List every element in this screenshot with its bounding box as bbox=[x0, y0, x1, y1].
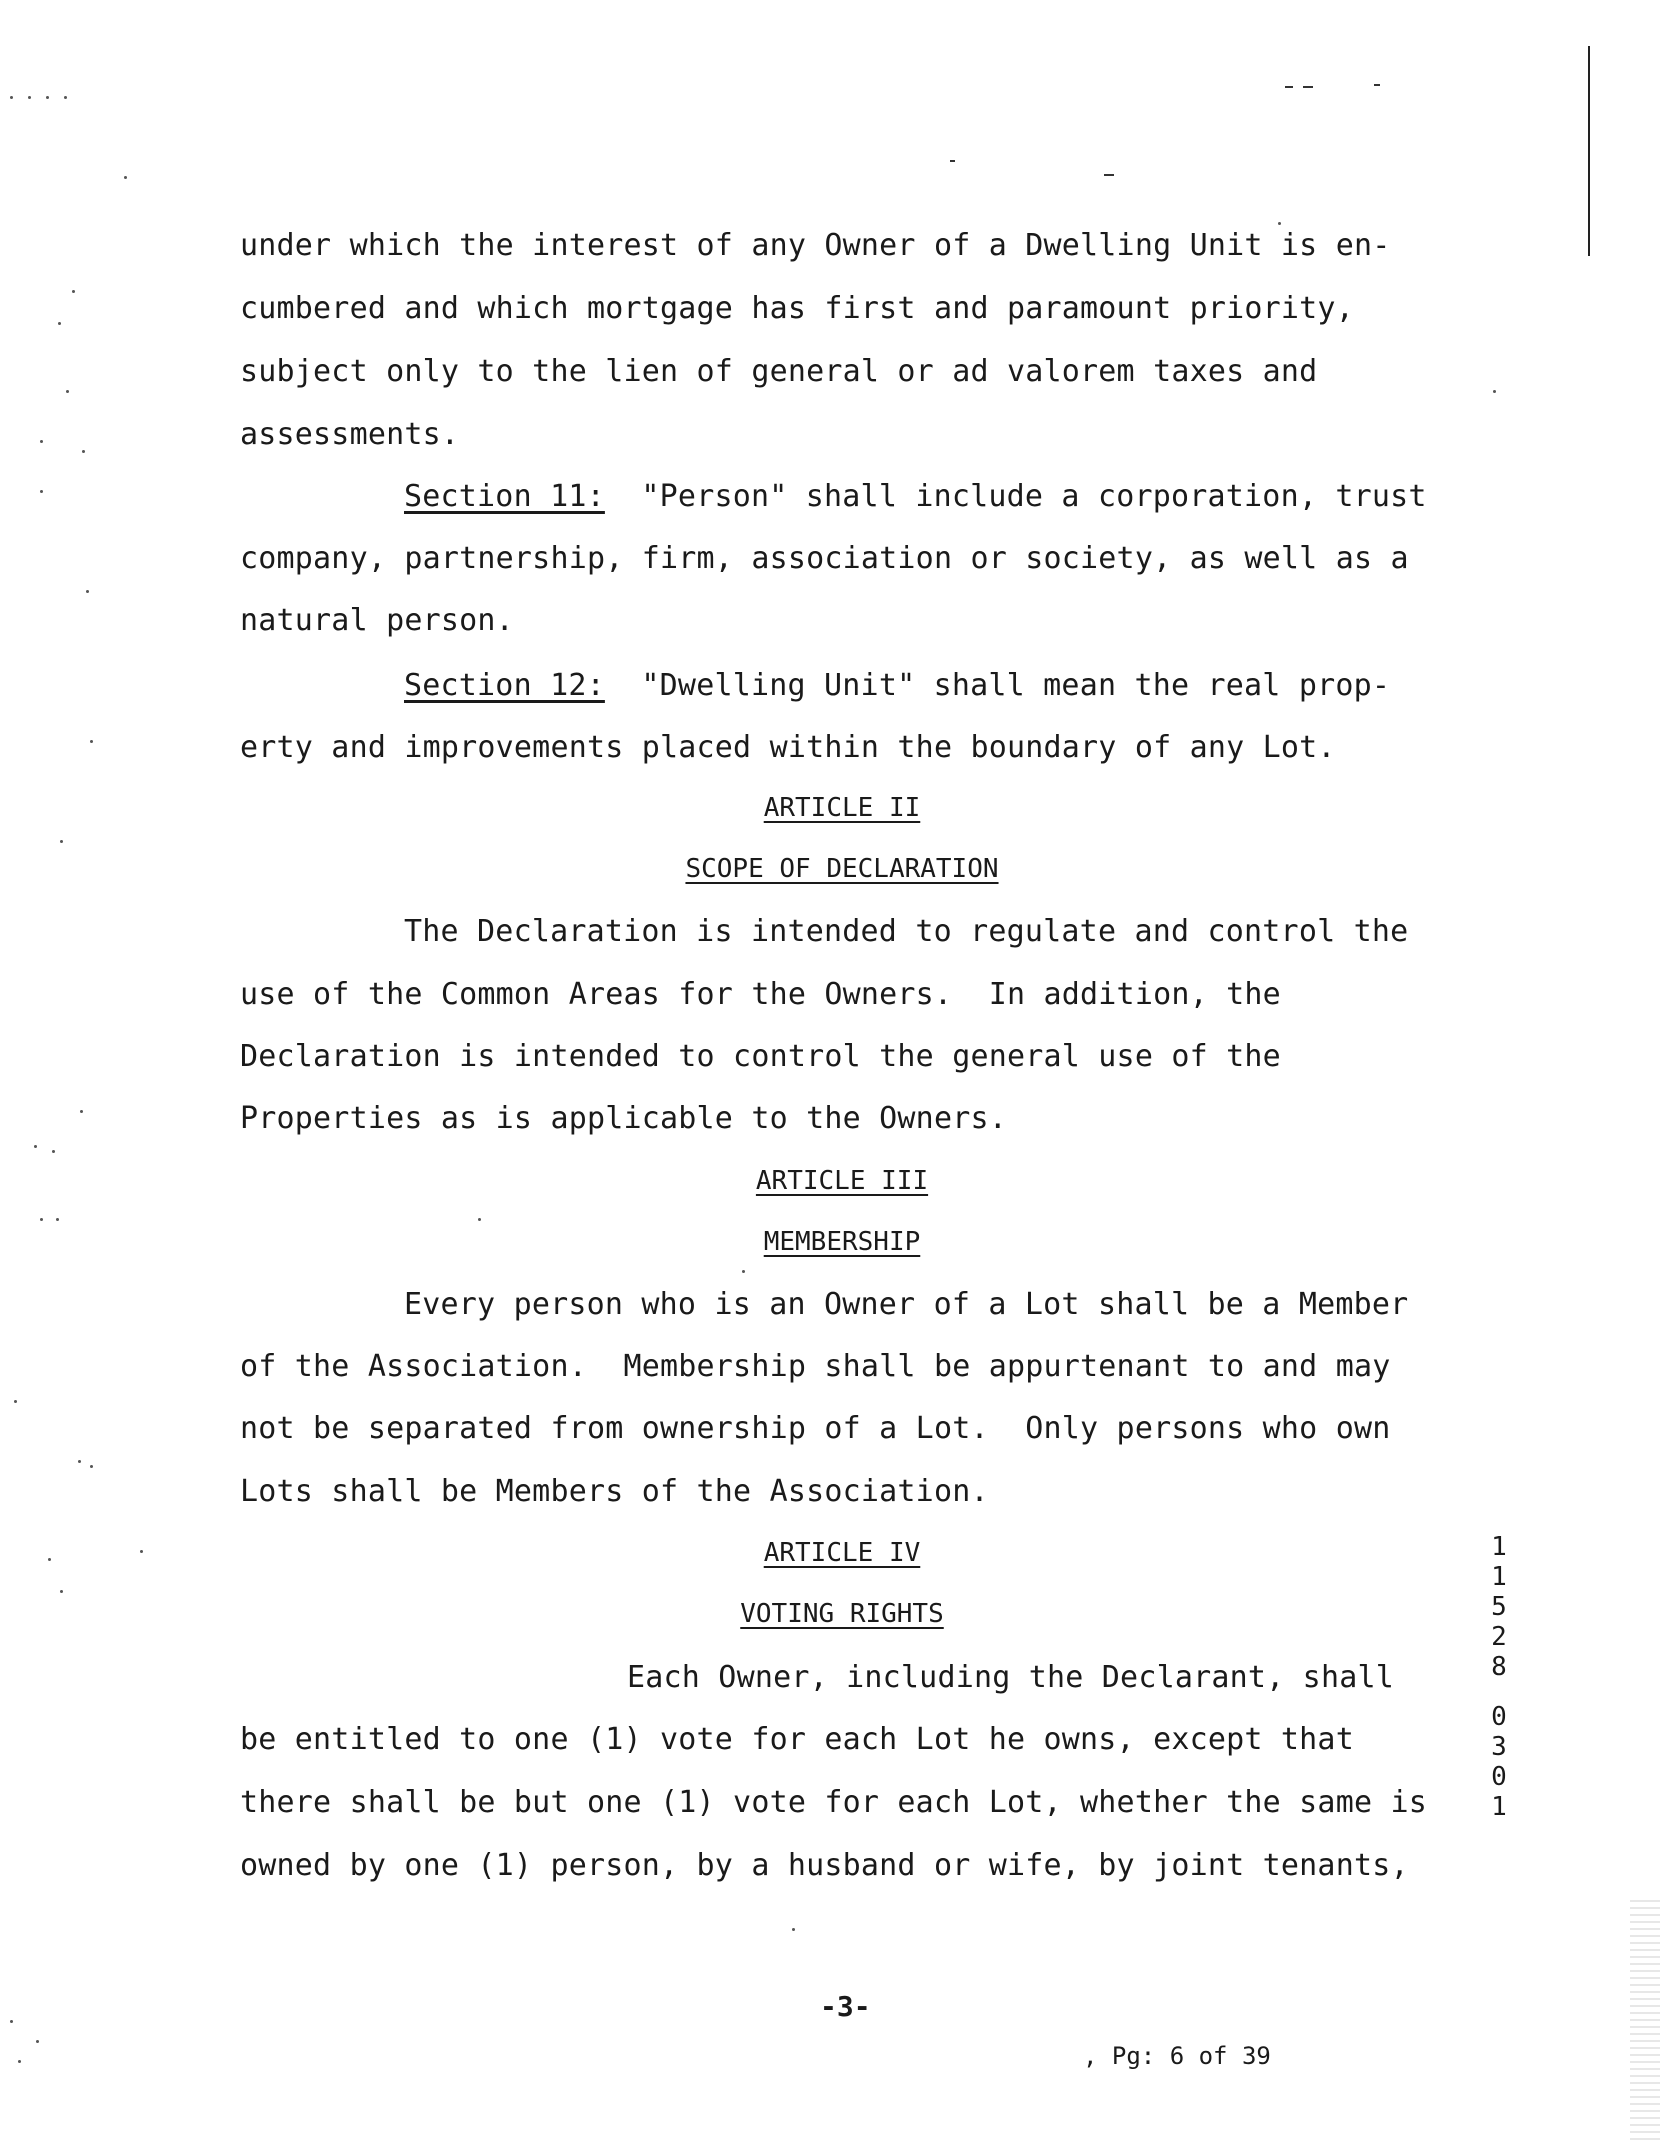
scan-speck bbox=[64, 96, 67, 99]
body-line: owned by one (1) person, by a husband or wife, by joint tenants, bbox=[240, 1848, 1409, 1883]
body-line: Declaration is intended to control the general use of the bbox=[240, 1039, 1281, 1074]
page-number: -3- bbox=[820, 1990, 871, 2023]
page-of-indicator: , Pg: 6 of 39 bbox=[1083, 2042, 1271, 2070]
article-iii-title: MEMBERSHIP bbox=[763, 1227, 921, 1257]
body-line: of the Association. Membership shall be appurtenant to and may bbox=[240, 1349, 1391, 1384]
body-line: Properties as is applicable to the Owners. bbox=[240, 1101, 1007, 1136]
article-ii-title: SCOPE OF DECLARATION bbox=[685, 854, 999, 884]
scan-speck bbox=[1493, 390, 1496, 393]
scan-speck bbox=[36, 2040, 39, 2043]
scan-speck bbox=[10, 96, 13, 99]
body-line: subject only to the lien of general or ad valorem taxes and bbox=[240, 354, 1318, 389]
article-iv-title: VOTING RIGHTS bbox=[740, 1599, 944, 1629]
scan-speck bbox=[950, 160, 955, 162]
article-ii-heading: ARTICLE II bbox=[763, 793, 921, 823]
scan-speck bbox=[40, 1218, 43, 1221]
section-12-line bbox=[404, 666, 1390, 706]
scan-speck bbox=[124, 176, 127, 179]
recording-number-top: 11528 bbox=[1491, 1532, 1507, 1682]
body-line: erty and improvements placed within the boundary of any Lot. bbox=[240, 730, 1336, 765]
body-line: Lots shall be Members of the Association. bbox=[240, 1474, 989, 1509]
body-line: cumbered and which mortgage has first and paramount priority, bbox=[240, 291, 1354, 326]
body-line: natural person. bbox=[240, 603, 514, 638]
section-11-text: "Person" shall include a corporation, trust bbox=[604, 479, 1427, 514]
scan-speck bbox=[14, 1400, 17, 1403]
scan-speck bbox=[18, 2060, 21, 2063]
scan-speck bbox=[72, 290, 75, 293]
scan-speck bbox=[52, 1150, 55, 1153]
scan-edge-noise bbox=[1630, 1900, 1660, 2140]
body-line: company, partnership, firm, association or society, as well as a bbox=[240, 541, 1409, 576]
section-11-line bbox=[404, 477, 1427, 517]
scan-speck bbox=[478, 1218, 481, 1221]
scan-speck bbox=[742, 1270, 745, 1273]
body-line: not be separated from ownership of a Lot. Only persons who own bbox=[240, 1411, 1391, 1446]
article-iii-heading: ARTICLE III bbox=[755, 1166, 929, 1196]
body-line: assessments. bbox=[240, 417, 460, 452]
body-line: The Declaration is intended to regulate and control the bbox=[404, 914, 1409, 949]
section-12-label: Section 12: bbox=[404, 668, 605, 703]
body-line: use of the Common Areas for the Owners. In addition, the bbox=[240, 977, 1281, 1012]
scan-speck bbox=[28, 96, 31, 99]
body-line: Each Owner, including the Declarant, shall bbox=[627, 1660, 1394, 1695]
scan-speck bbox=[1104, 174, 1114, 176]
scan-speck bbox=[66, 390, 69, 393]
scan-speck bbox=[60, 1590, 63, 1593]
scan-speck bbox=[80, 1110, 83, 1113]
scan-speck bbox=[40, 440, 43, 443]
scan-speck bbox=[1278, 222, 1281, 225]
scan-speck bbox=[78, 1460, 81, 1463]
recording-number-bottom: 0301 bbox=[1491, 1702, 1507, 1822]
scan-speck bbox=[86, 590, 89, 593]
scan-speck bbox=[56, 1218, 59, 1221]
scan-speck bbox=[34, 1145, 37, 1148]
body-line: be entitled to one (1) vote for each Lot he owns, except that bbox=[240, 1722, 1354, 1757]
section-12-text: "Dwelling Unit" shall mean the real prop- bbox=[604, 668, 1391, 703]
scan-speck bbox=[90, 740, 93, 743]
scan-speck bbox=[1285, 86, 1293, 88]
recording-number-stamp bbox=[1484, 1532, 1514, 1822]
scan-speck bbox=[90, 1465, 93, 1468]
scan-speck bbox=[58, 322, 61, 325]
scan-speck bbox=[60, 840, 63, 843]
scan-speck bbox=[1374, 84, 1380, 86]
body-line: Every person who is an Owner of a Lot shall be a Member bbox=[404, 1287, 1409, 1322]
scan-speck bbox=[82, 450, 85, 453]
section-11-label: Section 11: bbox=[404, 479, 605, 514]
body-line: there shall be but one (1) vote for each Lot, whether the same is bbox=[240, 1785, 1427, 1820]
scan-speck bbox=[10, 2020, 13, 2023]
scan-speck bbox=[792, 1928, 795, 1931]
scan-speck bbox=[1303, 86, 1313, 88]
body-line: under which the interest of any Owner of a Dwelling Unit is en- bbox=[240, 228, 1391, 263]
scan-edge-rule bbox=[1588, 46, 1590, 256]
scan-speck bbox=[46, 96, 49, 99]
article-iv-heading: ARTICLE IV bbox=[763, 1538, 921, 1568]
scan-speck bbox=[40, 490, 43, 493]
